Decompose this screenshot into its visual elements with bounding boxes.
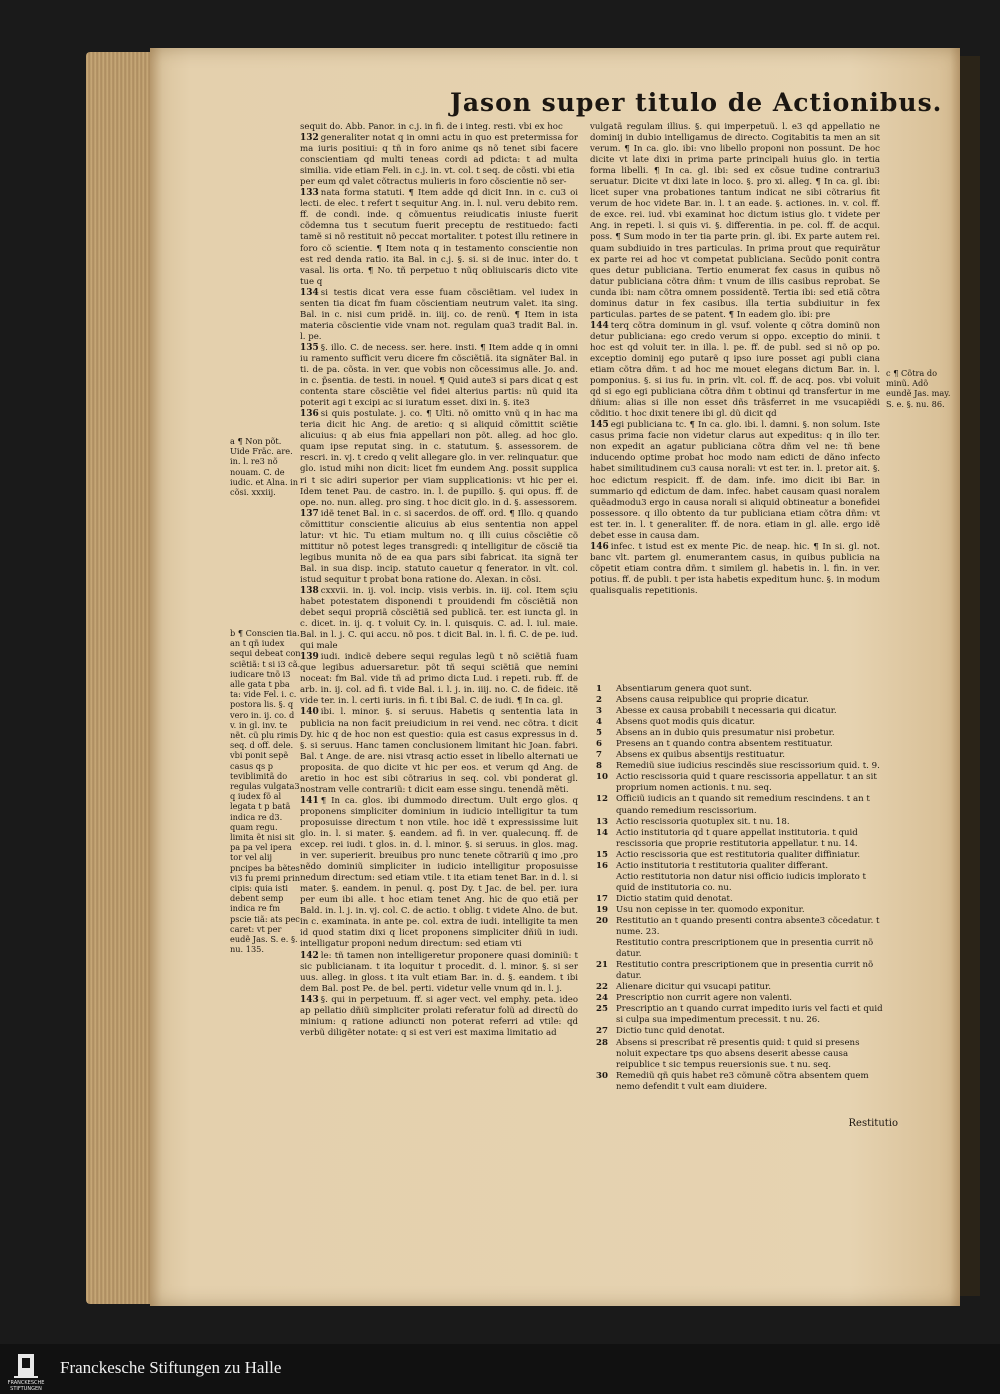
index-text: Actio rescissoria quotuplex sit. t nu. 18. bbox=[616, 816, 790, 827]
index-number: 5 bbox=[596, 728, 602, 739]
index-text: Absens quot modis quis dicatur. bbox=[616, 717, 755, 728]
index-entry bbox=[596, 739, 886, 750]
index-number: 25 bbox=[596, 1004, 608, 1015]
index-entry bbox=[596, 817, 886, 828]
index-entry bbox=[596, 982, 886, 993]
index-number: 8 bbox=[596, 761, 602, 772]
index-number: 13 bbox=[596, 816, 608, 827]
paragraph-number: 145 bbox=[590, 420, 609, 431]
index-entry bbox=[596, 894, 886, 905]
index-entry bbox=[596, 794, 886, 816]
index-text: Absens an in dubio quis presumatur nisi probetur. bbox=[616, 728, 835, 739]
page-title: Jason super titulo de Actionibus. bbox=[450, 88, 943, 117]
index-entry bbox=[596, 717, 886, 728]
paragraph-number: 135 bbox=[300, 342, 319, 353]
index-entry bbox=[596, 850, 886, 861]
catchword: Restitutio bbox=[848, 1118, 898, 1129]
index-text: Actio rescissoria que est restitutoria qualiter diffiniatur. bbox=[616, 849, 861, 860]
index-text: Prescriptio non currit agere non valenti. bbox=[616, 993, 793, 1004]
index-entry bbox=[596, 706, 886, 717]
index-text: Remediũ qñ quis habet re3 cõmunẽ cõtra absentem quem nemo defendit t vult eam diuidere. bbox=[616, 1070, 869, 1092]
paragraph-text: per eum qd valet cõtractus mulieris in foro cõscientie nõ ser- bbox=[300, 177, 567, 188]
index-text: Presens an t quando contra absentem restituatur. bbox=[616, 739, 833, 750]
index-number: 10 bbox=[596, 772, 608, 783]
paragraph-text: cxxvii. in. ij. vol. incip. visis verbis. in. iij. col. Item sçiu habet potestatem disponendi t prouidendi fm cõsciẽtiã non debet sequi propriã cõsciẽtiã sed publicã. ter. est iuncta gl. in c. dicet. in. ij. q. t voluit Cy. in. l. quisquis. C. ad. l. iul. maie. Bal. in l. j. C. qui accu. nõ pos. t dicit Bal. in. l. fi. C. de pe. iud. qui male bbox=[300, 585, 578, 652]
paragraph-text: si testis dicat vera esse fuam cõsciẽtiam. vel iudex in senten tia dicat fm fuam cõscientiam neutrum valet. ita sing. Bal. in c. nisi cum pridẽ. in. iiij. co. de renũ. ¶ Item in ista materia cõscientie vide vnam not. regulam qua3 tradit Bal. in. l. pe. bbox=[300, 287, 578, 342]
text-paragraph bbox=[300, 586, 578, 652]
text-paragraph bbox=[590, 122, 880, 321]
paragraph-number: 134 bbox=[300, 287, 319, 298]
index-number: 4 bbox=[596, 717, 602, 728]
index-number: 20 bbox=[596, 915, 608, 926]
marginal-note-b: b ¶ Conscien tia. an t qñ iudex sequi debeat con sciẽtiã: t si i3 cã. iudicare tnõ i3 alle gata t pba ta: vide Fel. i. c. postora lis. §. q vero in. ij. co. d v. in gl. inv. te nẽt. cũ plu rimis seq. d off. dele. vbi ponit sepẽ casus qs p teviblimitã do regulas vulgata3 q iudex fõ al legata t p batã indica re d3. quam regu. limita ẽt nisi sit pa pa vel ipera tor vel alij pncipes ba bẽtes vi3 fu premi prin cipis: quia isti debent semp indica re fm pscie tiã: ats pec caret: vt per eudẽ Jas. S. e. §. nu. 135. bbox=[230, 628, 301, 955]
text-column-left bbox=[300, 122, 578, 1132]
paragraph-number: 138 bbox=[300, 585, 319, 596]
paragraph-text: generaliter notat q in omni actu in quo est pretermissa for ma iuris positiui: q tñ in foro anime qs nõ tenet sibi facere conscientiam qd multi teneas cordi ad pdicta: t ad multa similia. vide etiam Feli. in c.j. in. vt. col. t seq. de cõsti. vbi etia bbox=[300, 133, 578, 177]
text-paragraph bbox=[300, 343, 578, 409]
index-text: Alienare dicitur qui vsucapi patitur. bbox=[616, 982, 771, 993]
paragraph-number: 143 bbox=[300, 994, 319, 1005]
index-entry bbox=[596, 960, 886, 982]
index-entry bbox=[596, 828, 886, 850]
index-number: 17 bbox=[596, 893, 608, 904]
index-number: 21 bbox=[596, 960, 608, 971]
index-text: Actio institutoria t restitutoria qualiter differant. bbox=[616, 860, 829, 871]
index-text: Actio rescissoria quid t quare rescissoria appellatur. t an sit proprium nomen actionis. t nu. seq. bbox=[616, 772, 877, 794]
index-text: Prescriptio an t quando currat impedito iuris vel facti et quid si culpa sua impedimentum precessit. t nu. 26. bbox=[616, 1004, 883, 1026]
book-edge bbox=[86, 52, 160, 1304]
paragraph-number: 137 bbox=[300, 508, 319, 519]
index-text: Restitutio contra prescriptionem que in presentia currit nõ datur. bbox=[616, 938, 874, 960]
index-entry bbox=[596, 861, 886, 872]
paragraph-text: le: tñ tamen non intelligeretur proponere quasi dominiũ: t sic publicianam. t ita loquitur t procedit. d. l. minor. §. si ser uus. alleg. in gloss. t ita vult etiam Bar. in. d. §. eandem. t ibi dem Bal. post Pe. de bel. perti. videtur velle vnum qd in. l. j. bbox=[300, 950, 578, 994]
text-paragraph bbox=[300, 122, 578, 133]
index-text: Absens causa reipublice qui proprie dicatur. bbox=[616, 695, 809, 706]
text-paragraph bbox=[300, 796, 578, 951]
text-paragraph bbox=[300, 409, 578, 508]
logo-text: FRANCKESCHE STIFTUNGEN bbox=[7, 1380, 45, 1392]
index-text: Absens si prescribat rẽ presentis quid: t quid si presens noluit expectare tps quo absens deserit abesse causa reipublice t sic tempus reuersionis sue. t nu. seq. bbox=[616, 1037, 860, 1070]
index-number bbox=[596, 872, 616, 894]
index-entry bbox=[596, 872, 886, 894]
index-entry bbox=[596, 1004, 886, 1026]
marginal-note-a: a ¶ Non põt. Uide Fräc. are. in. l. re3 nõ nouam. C. de iudic. et Alna. in cõsi. xxxiij. bbox=[230, 436, 299, 498]
index-entry bbox=[596, 1071, 886, 1093]
index-number: 30 bbox=[596, 1070, 608, 1081]
index-text: Actio restitutoria non datur nisi officio iudicis implorato t quid de institutoria co. nu. bbox=[616, 871, 866, 893]
index-entry bbox=[596, 684, 886, 695]
text-paragraph bbox=[300, 951, 578, 995]
index-number: 22 bbox=[596, 982, 608, 993]
index-number: 6 bbox=[596, 739, 602, 750]
marginal-note-c: c ¶ Cõtra do minũ. Adõ eundẽ Jas. may. S. e. §. nu. 86. bbox=[886, 368, 951, 409]
text-paragraph bbox=[590, 542, 880, 597]
text-paragraph bbox=[590, 420, 880, 542]
paragraph-text: egi publiciana tc. ¶ In ca. glo. ibi. l. damni. §. non solum. Iste casus prima facie non videtur clarus aut expeditus: q in illo ter. non expedit an agatur publiciana cõtra dñm vel ne: tñ bene inducendo optime probat hoc modo nam edicti de dãno infecto habet similitudinem cu3 causa norali: vt est ter. in. l. pretor ait. §. hoc edictum respicit. ff. de dam. infe. imo dicit ibi Bar. in summario qd edictum de dam. infec. habet causam quasi noralem quẽadmodu3 ergo in causa norali si aliquid obtineatur a bonefidei possessore. q illo obtento da tur publiciana etiam cõtra dñm: vt est ter. in. l. t generaliter. ff. de nora. etiam in gl. alle. ergo idẽ debet esse in causa dam. bbox=[590, 420, 880, 541]
index-entry bbox=[596, 905, 886, 916]
index-entry bbox=[596, 993, 886, 1004]
text-paragraph bbox=[300, 177, 578, 188]
index-entry bbox=[596, 916, 886, 938]
paragraph-number: 142 bbox=[300, 950, 319, 961]
index-entry bbox=[596, 695, 886, 706]
index-text: Actio institutoria qd t quare appellat institutoria. t quid rescissoria que proprie restitutoria appellatur. t nu. 14. bbox=[616, 827, 858, 849]
paragraph-number: 141 bbox=[300, 795, 319, 806]
index-number: 1 bbox=[596, 684, 602, 694]
index-number: 27 bbox=[596, 1026, 608, 1037]
summary-index bbox=[596, 684, 886, 1124]
paragraph-text: infec. t istud est ex mente Pic. de neap. hic. ¶ In si. gl. not. banc vlt. partem gl. enumerantem casus, in quibus publicia na cõpetit etiam contra dñm. t similem gl. habetis in. l. fin. in ver. potius. ff. de publi. t per ista habetis expeditum hunc. §. in modum qualisqualis repetitionis. bbox=[590, 541, 880, 596]
index-entry bbox=[596, 938, 886, 960]
paragraph-text: iudi. indicẽ debere sequi regulas legũ t nõ sciẽtiã fuam que legibus aduersaretur. põt tñ sequi sciẽtiã que nemini noceat: fm Bal. vide tñ ad primo dicta Lud. i repeti. rub. ff. de arb. in. ij. col. ad fi. t vide Bal. i. l. j. in. iiij. no. C. de fideic. itẽ vide ter. in. l. certi iuris. in fi. t ibi Bal. C. de iudi. ¶ In ca. gl. bbox=[300, 652, 578, 707]
paragraph-text: terq cõtra dominum in gl. vsuf. volente q cõtra dominũ non detur publiciana: ego credo verum si oppo. exceptio do minii. t hoc est qd voluit ter. in illa. l. pe. ff. de publ. sed si nõ op po. exceptio dominij ego putarẽ q ipso iure posset agi publi ciana etiam cõtra dñm. t ad hoc me mouet elegans dictum Bar. in. l. pomponius. §. si ius fu. in prin. vlt. col. ff. de acq. pos. vbi voluit qd si ego egi publiciana cõtra dñm t obtinui qd transfertur in me dñium: alias si ille non esset dñs trãsferret in me vsucapiẽdi cõditio. t hoc dixit tenere ibi gl. dũ dicit qd bbox=[590, 320, 880, 420]
paragraph-text: §. qui in perpetuum. ff. si ager vect. vel emphy. peta. ideo ap pellatio dñiũ simpliciter prolati referatur folũ ad directũ do minium: q ratione adiuncti non poterat referri ad vtile: qd verbũ diligẽter notate: q si est veri est maxima limitatio ad bbox=[300, 994, 578, 1038]
index-entry bbox=[596, 761, 886, 772]
paragraph-number: 136 bbox=[300, 409, 319, 420]
paragraph-text: ibi. l. minor. §. si seruus. Habetis q sententia lata in publicia na non facit preiudicium in rei vend. nec cõtra. t dicit Dy. hic q de hoc non est questio: quia est casus expressus in d. §. si seruus. Hanc tamen conclusionem limitant hic Joan. fabri. Bal. t Ange. de are. nisi vtrasq actio esset in libello alternati ue proposita. de quo dicite vt hic per eos. et verum qd Ang. de aretio in hoc est sibi cõtrarius in seq. col. vbi ponderat gl. nostram velle contrariũ: t dicit eam esse singu. tenendã mẽti. bbox=[300, 707, 578, 795]
text-paragraph bbox=[300, 652, 578, 707]
index-number: 14 bbox=[596, 827, 608, 838]
book-page bbox=[150, 48, 960, 1306]
paragraph-number: 144 bbox=[590, 320, 609, 331]
paragraph-number: 140 bbox=[300, 707, 319, 718]
paragraph-text: sequit do. Abb. Panor. in c.j. in fi. de i integ. resti. vbi ex hoc bbox=[300, 122, 563, 132]
index-entry bbox=[596, 1026, 886, 1037]
index-text: Restitutio an t quando presenti contra absente3 cõcedatur. t nume. 23. bbox=[616, 915, 880, 938]
paragraph-number: 132 bbox=[300, 133, 319, 144]
index-entry bbox=[596, 772, 886, 794]
index-entry bbox=[596, 728, 886, 739]
index-text: Abesse ex causa probabili t necessaria qui dicatur. bbox=[616, 706, 837, 717]
index-entry bbox=[596, 750, 886, 761]
paragraph-text: si quis postulate. j. co. ¶ Ulti. nõ omitto vnũ q in hac ma teria dicit hic Ang. de aretio: q si aliquid cõmittit sciẽtie alicuius: q ab eius fnia appellari non põt. alleg. ad hoc glo. quam ipse reputat sing. in c. statutum. §. assessorem. de rescri. in. vj. t credo q velit allegare glo. in ver. relinquatur. que glo. istud mihi non dicit: licet fm eundem Ang. possit supplica ri t sic adiri superior per viam supplicationis: vt hic per ei. Idem tenet Pau. de castro. in. l. de pupillo. §. qui opus. ff. de ope. no. nun. alleg. pro sing. t hoc dicit glo. in d. §. assessorem. bbox=[300, 409, 578, 508]
paragraph-number: 139 bbox=[300, 652, 319, 663]
index-number: 28 bbox=[596, 1037, 608, 1048]
paragraph-text: vulgatã regulam illius. §. qui imperpetuũ. l. e3 qd appellatio ne dominij in dubio intelligamus de directo. Cogitabitis ta men an sit verum. ¶ In ca. glo. ibi: vno libello proponi non possunt. De hoc dicite vt late dixi in prima parte principali huius glo. in tertia forma libelli. ¶ In ca. gl. ibi: sed ex cõsue tudine contrariu3 seruatur. Dicite vt dixi late in loco. §. pro xi. alleg. ¶ In ca. gl. ibi: licet super vna probationes tantum indicat ne sibi cõtrarius fit verum de hoc videte Bar. in. l. t an eade. §. actiones. in. v. col. ff. de exce. rei. iud. vbi examinat hoc dictum istius glo. t videte per Ang. in repeti. l. si quis vi. §. differentia. in pe. col. ff. de acqui. poss. ¶ Sum modo in ter tia parte prin. gl. ibi. Ex parte autem rei. quam subdiuido in tres particulas. In prima prout que requirãtur ex parte rei ad hoc vt competat publiciana. Secũdo ponit contra ques detur publiciana. Tertio enumerat fex casus in quibus nõ datur publiciana cõtra dñm: t vnum de illis casibus reprobat. Se cunda ibi: nam cõtra omnem possidentẽ. Tertia ibi: sed etiã cõtra dominus datur in fex casibus. illa tertia subdiuitur in fex particulas. partes de se patent. ¶ In eadem glo. ibi: pre bbox=[590, 122, 880, 320]
index-number: 12 bbox=[596, 794, 608, 805]
paragraph-text: idẽ tenet Bal. in c. si sacerdos. de off. ord. ¶ Illo. q quando cõmittitur conscientie alicuius ab eius sententia non appel latur: vt hic. Tu etiam multum no. q illi cuius cõsciẽtie cõ mittitur nõ potest leges transgredi: q intelligitur de cõsciẽ tia legibus munita nõ de ea qua pars sibi fabricat. ita signã ter Bal. in sua disp. incip. statuto cauetur q fenerator. in vlt. col. istud sequitur t probat bona ratione do. Alexan. in cõsi. bbox=[300, 508, 578, 585]
index-text: Dictio statim quid denotat. bbox=[616, 893, 733, 904]
institution-name: Franckesche Stiftungen zu Halle bbox=[60, 1358, 282, 1377]
paragraph-text: nata forma statuti. ¶ Item adde qd dicit Inn. in c. cu3 oi lecti. de elec. t refert t sequitur Ang. in. l. nul. veru debito rem. ff. de condi. inde. q cõmuentus reiudicatis iniuste fuerit cõdemna tus t secutum fuerit preceptu de restituedo: facti tamẽ si nõ restituit nõ peccat mortaliter. t potest illu retinere in foro cõ scientie. ¶ Item nota q in testamento conscientie non est red denda ratio. ita Bal. in c.j. §. si. si de inuc. inter do. t vasal. lis orta. ¶ No. tñ perpetuo t nũq obliuiscaris dicto vite tue q bbox=[300, 188, 578, 287]
text-paragraph bbox=[300, 133, 578, 177]
text-paragraph bbox=[300, 995, 578, 1039]
text-paragraph bbox=[300, 288, 578, 343]
index-text: Dictio tunc quid denotat. bbox=[616, 1026, 725, 1037]
index-text: Officiũ iudicis an t quando sit remedium rescindens. t an t quando remedium rescissorium. bbox=[616, 794, 870, 816]
footer-bar bbox=[0, 1344, 1000, 1394]
text-paragraph bbox=[590, 321, 880, 420]
index-entry bbox=[596, 1038, 886, 1071]
index-number: 3 bbox=[596, 706, 602, 717]
index-number: 2 bbox=[596, 695, 602, 706]
index-number: 19 bbox=[596, 904, 608, 915]
index-number: 15 bbox=[596, 849, 608, 860]
index-number: 16 bbox=[596, 860, 608, 871]
index-text: Restitutio contra prescriptionem que in presentia currit nõ datur. bbox=[616, 960, 874, 982]
text-column-right bbox=[590, 122, 880, 692]
paragraph-text: §. illo. C. de necess. ser. here. insti. ¶ Item adde q in omni iu ramento sufficit veru dicere fm cõsciẽtiã. ita signãter Bal. in ti. de pa. cõsta. in ver. que vobis non cõcessimus alle. Jo. and. in c. p̃sentia. de testi. in nouel. ¶ Quid aute3 si pars dicat q est contenta stare cõsciẽtie vel fidei alterius partis: nũ quid ita poterit agi t excipi ac si iuratum esset. dixi in. §. ite3 bbox=[300, 342, 578, 409]
index-number bbox=[596, 938, 616, 960]
index-number: 7 bbox=[596, 750, 602, 761]
index-text: Absentiarum genera quot sunt. bbox=[616, 684, 752, 694]
facing-page-edge bbox=[960, 56, 980, 1296]
text-paragraph bbox=[300, 707, 578, 795]
paragraph-number: 146 bbox=[590, 541, 609, 552]
index-text: Remediũ siue iudicius rescindẽs siue rescissorium quid. t. 9. bbox=[616, 761, 880, 772]
text-paragraph bbox=[300, 188, 578, 287]
index-text: Usu non cepisse in ter. quomodo exponitur. bbox=[616, 904, 805, 915]
index-text: Absens ex quibus absentijs restituatur. bbox=[616, 750, 785, 761]
paragraph-text: ¶ In ca. glos. ibi dummodo directum. Uult ergo glos. q proponens simpliciter dominium in iudicio intelligitur ta tum proposuisse directum t non vtile. hoc idẽ t expressissime luit glo. in. l. si mater. §. eandem. ad fi. in ver. qualecunq. ff. de excep. rei iudi. t glos. in. d. l. minor. §. si seruus. in glos. mag. in ver. superierit. breuibus pro nunc tenete cõtrariũ q imo ,pro nẽdo dominiũ simpliciter in iudicio intelligitur proposuisse nedum directum: sed etiam vtile. t ita etiam tenet Bar. in d. l. si mater. §. eandem. in penul. q. post Dy. t Jac. de bel. per. iura per eum ibi alle. t hoc etiam tenet Ang. hic de quo etiã per Bald. in. l. j. in. vj. col. C. de actio. t oblig. t videte Alno. de but. in c. examinata. in ante pe. col. extra de iudi. intelligite ta men id quod statim dixi q licet proponens simpliciter dñiũ in iudi. intelligatur proponi nedum directum: sed etiam vti bbox=[300, 795, 578, 950]
index-number: 24 bbox=[596, 993, 608, 1004]
paragraph-number: 133 bbox=[300, 188, 319, 199]
text-paragraph bbox=[300, 509, 578, 586]
